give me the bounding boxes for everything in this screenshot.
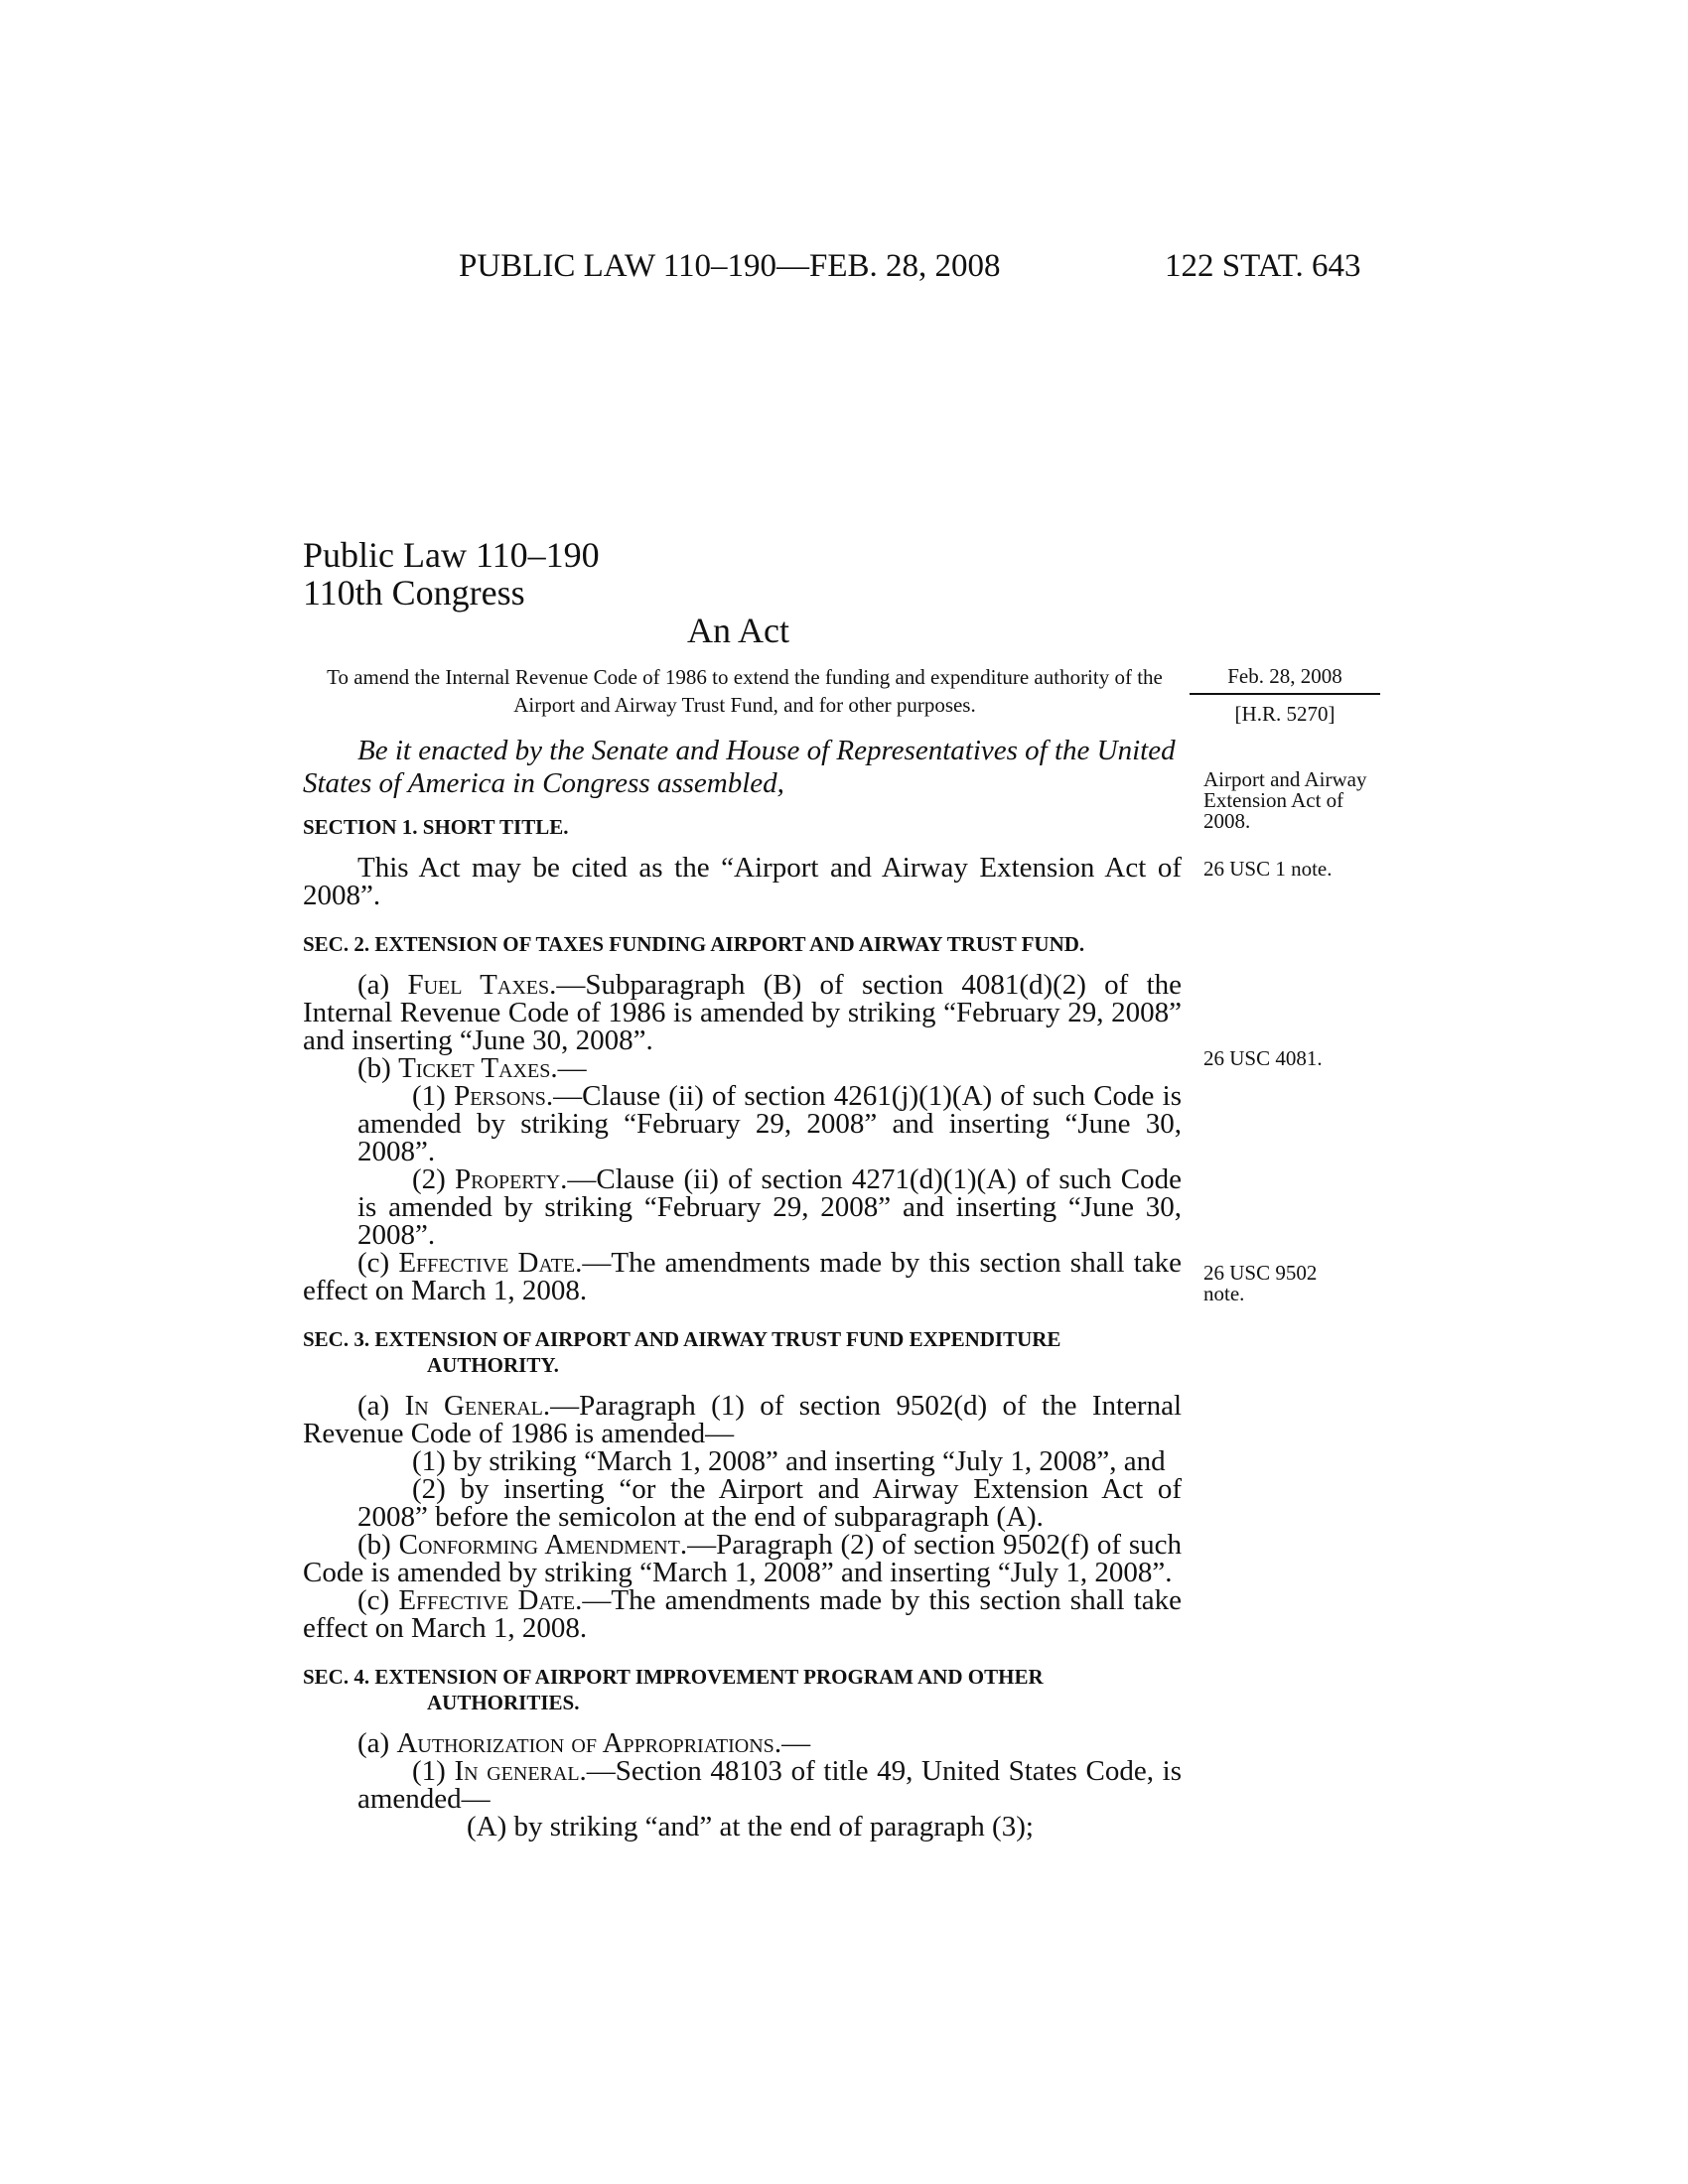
section-2-subsection-b: (b) Ticket Taxes.— bbox=[357, 1052, 587, 1084]
section-1-text: This Act may be cited as the “Airport and Airway Extension Act of 2008”. bbox=[303, 852, 1182, 911]
act-heading: An Act bbox=[687, 611, 789, 650]
section-4-subsection-a: (a) Authorization of Appropriations.— bbox=[357, 1727, 811, 1759]
bill-number: [H.R. 5270] bbox=[1234, 702, 1336, 726]
section-4-paragraph-a1: (1) In general.—Section 48103 of title 49, United States Code, is amended— bbox=[357, 1755, 1182, 1815]
section-2-paragraph-b1: (1) Persons.—Clause (ii) of section 4261(j)(1)(A) of such Code is amended by striking “February 29, 2008” and inserting “June 30, 2008”. bbox=[357, 1080, 1182, 1167]
section-3-subsection-a: (a) In General.—Paragraph (1) of section 9502(d) of the Internal Revenue Code of 1986 is amended— bbox=[303, 1390, 1183, 1449]
section-3-paragraph-a2: (2) by inserting “or the Airport and Airway Extension Act of 2008” before the semicolon at the end of subparagraph (A). bbox=[357, 1473, 1182, 1533]
act-purpose: To amend the Internal Revenue Code of 1986 to extend the funding and expenditure authority of the Airport and Airway Trust Fund, and for other purposes. bbox=[327, 665, 1163, 717]
running-head-law-date: PUBLIC LAW 110–190—FEB. 28, 2008 bbox=[459, 248, 1001, 284]
section-2-paragraph-b2: (2) Property.—Clause (ii) of section 4271(d)(1)(A) of such Code is amended by striking “February 29, 2008” and inserting “June 30, 2008”. bbox=[357, 1163, 1182, 1251]
section-2-subsection-a: (a) Fuel Taxes.—Subparagraph (B) of section 4081(d)(2) of the Internal Revenue Code of 1986 is amended by striking “February 29, 2008” and inserting “June 30, 2008”. bbox=[303, 969, 1183, 1056]
margin-note-short-title: Airport and Airway Extension Act of 2008. bbox=[1203, 767, 1367, 833]
section-3-paragraph-a1: (1) by striking “March 1, 2008” and inserting “July 1, 2008”, and bbox=[412, 1445, 1166, 1477]
section-3-subsection-b: (b) Conforming Amendment.—Paragraph (2) of section 9502(f) of such Code is amended by striking “March 1, 2008” and inserting “July 1, 2008”. bbox=[303, 1529, 1182, 1588]
enactment-sidebox bbox=[1190, 663, 1380, 727]
section-4-heading: SEC. 4. EXTENSION OF AIRPORT IMPROVEMENT PROGRAM AND OTHER AUTHORITIES. bbox=[303, 1665, 1044, 1714]
section-3-heading: SEC. 3. EXTENSION OF AIRPORT AND AIRWAY TRUST FUND EXPENDITURE AUTHORITY. bbox=[303, 1327, 1061, 1377]
section-2-heading: SEC. 2. EXTENSION OF TAXES FUNDING AIRPORT AND AIRWAY TRUST FUND. bbox=[303, 932, 1085, 956]
section-1-heading: SECTION 1. SHORT TITLE. bbox=[303, 815, 569, 839]
law-title-block bbox=[303, 536, 600, 612]
margin-note-26-usc-4081: 26 USC 4081. bbox=[1203, 1046, 1323, 1070]
section-2-subsection-c: (c) Effective Date.—The amendments made by this section shall take effect on March 1, 2008. bbox=[303, 1247, 1182, 1306]
law-body bbox=[303, 814, 1182, 1841]
enacting-clause: Be it enacted by the Senate and House of Representatives of the United States of America in Congress assembled, bbox=[303, 735, 1176, 799]
section-3-subsection-c: (c) Effective Date.—The amendments made by this section shall take effect on March 1, 2008. bbox=[303, 1584, 1182, 1644]
enactment-date: Feb. 28, 2008 bbox=[1190, 663, 1380, 695]
margin-note-26-usc-9502: 26 USC 9502 note. bbox=[1203, 1261, 1318, 1305]
congress-number: 110th Congress bbox=[303, 573, 525, 613]
public-law-number: Public Law 110–190 bbox=[303, 535, 600, 575]
margin-note-26-usc-1: 26 USC 1 note. bbox=[1203, 857, 1333, 881]
running-head-stat-page: 122 STAT. 643 bbox=[1165, 248, 1361, 284]
section-4-subparagraph-aA: (A) by striking “and” at the end of paragraph (3); bbox=[467, 1811, 1034, 1843]
